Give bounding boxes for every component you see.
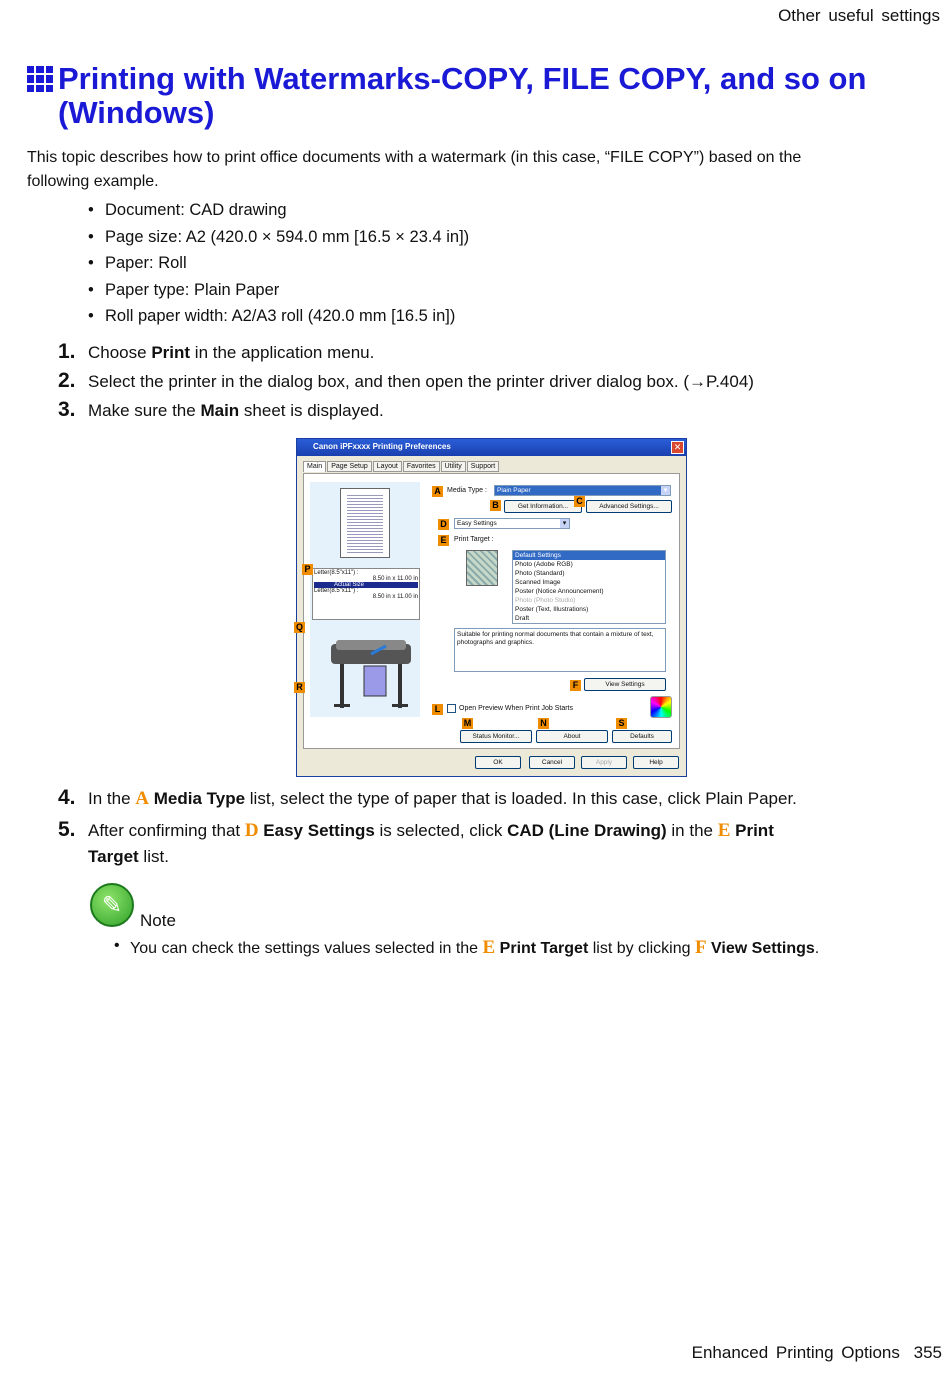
defaults-button[interactable]: Defaults [612, 730, 672, 743]
step-5-continued: Target list. [88, 847, 169, 866]
list-item: • Paper type: Plain Paper [88, 281, 469, 308]
print-target-thumbnail [466, 550, 498, 586]
advanced-settings-button[interactable]: Advanced Settings... [586, 500, 672, 513]
tab-main[interactable]: Main [303, 461, 326, 472]
label-e: E [438, 535, 449, 546]
label-s: S [616, 718, 627, 729]
list-item: • Roll paper width: A2/A3 roll (420.0 mm [16.5 in]) [88, 307, 469, 334]
note-box [90, 883, 176, 930]
easy-settings-select[interactable]: Easy Settings ▾ [454, 518, 570, 529]
label-d: D [438, 519, 449, 530]
apply-button[interactable]: Apply [581, 756, 627, 769]
grid-icon [27, 66, 53, 92]
tab-page-setup[interactable]: Page Setup [327, 461, 372, 472]
label-l: L [432, 704, 443, 715]
actual-size-row: Actual Size [314, 582, 418, 588]
list-item: • Document: CAD drawing [88, 201, 469, 228]
open-preview-label: Open Preview When Print Job Starts [459, 705, 573, 712]
list-item[interactable]: Draft [515, 615, 530, 622]
list-item[interactable]: Scanned Image [515, 579, 561, 586]
cancel-button[interactable]: Cancel [529, 756, 575, 769]
page-number: 355 [913, 1343, 942, 1362]
ok-button[interactable]: OK [475, 756, 521, 769]
tab-utility[interactable]: Utility [441, 461, 466, 472]
tab-layout[interactable]: Layout [373, 461, 402, 472]
list-item[interactable]: Poster (Notice Announcement) [515, 588, 604, 595]
intro-paragraph: This topic describes how to print office documents with a watermark (in this case, “FILE COPY”) based on the following example. [27, 149, 802, 190]
label-f: F [570, 680, 581, 691]
step-2: 2. Select the printer in the dialog box, and then open the printer driver dialog box. (→P.404) [58, 369, 754, 392]
chapter-name: Enhanced Printing Options [691, 1343, 900, 1362]
label-c: C [574, 496, 585, 507]
label-r: R [294, 682, 305, 693]
list-item: • Paper: Roll [88, 254, 469, 281]
note-item: • You can check the settings values selected in the E Print Target list by clicking F View Settings. [114, 937, 819, 959]
get-information-button[interactable]: Get Information... [504, 500, 582, 513]
running-header: Other useful settings [778, 6, 940, 25]
list-item[interactable]: Photo (Adobe RGB) [515, 561, 573, 568]
open-preview-checkbox[interactable] [447, 704, 456, 713]
color-wheel-icon[interactable] [650, 696, 672, 718]
print-target-description: Suitable for printing normal documents that contain a mixture of text, photographs and graphics. [454, 628, 666, 672]
label-a: A [432, 486, 443, 497]
tab-favorites[interactable]: Favorites [403, 461, 440, 472]
printer-illustration [326, 632, 416, 712]
step-1: 1. Choose Print in the application menu. [58, 340, 375, 363]
page-title: Printing with Watermarks-COPY, FILE COPY, and so on (Windows) [58, 61, 867, 130]
printing-preferences-dialog [296, 438, 687, 777]
main-sheet [295, 473, 680, 749]
media-type-select[interactable]: Plain Paper ▾ [494, 485, 671, 496]
preview-pane [310, 482, 420, 717]
media-type-label: Media Type : [447, 487, 487, 494]
label-q: Q [295, 622, 303, 632]
label-n: N [538, 718, 549, 729]
list-item[interactable]: Poster (Text, Illustrations) [515, 606, 589, 613]
list-item: • Page size: A2 (420.0 × 594.0 mm [16.5 × 23.4 in]) [88, 228, 469, 255]
list-item[interactable]: Photo (Photo Studio) [515, 597, 576, 604]
step-5: 5. After confirming that D Easy Settings is selected, click CAD (Line Drawing) in the E Print [58, 818, 774, 841]
page-footer [692, 1343, 942, 1363]
paper-info: Letter(8.5"x11") : 8.50 in x 11.00 in Actual Size Letter(8.5"x11") : 8.50 in x 11.00 in [312, 568, 420, 620]
label-b: B [490, 500, 501, 511]
label-p: P [302, 564, 313, 575]
list-item[interactable]: Default Settings [513, 551, 665, 560]
page-preview [340, 488, 390, 558]
tab-bar [303, 461, 500, 472]
step-4: 4. In the A Media Type list, select the type of paper that is loaded. In this case, click Plain Paper. [58, 786, 797, 809]
pencil-note-icon [90, 883, 134, 927]
list-item[interactable]: Photo (Standard) [515, 570, 565, 577]
tab-support[interactable]: Support [467, 461, 500, 472]
about-button[interactable]: About [536, 730, 608, 743]
help-button[interactable]: Help [633, 756, 679, 769]
status-monitor-button[interactable]: Status Monitor... [460, 730, 532, 743]
print-target-list[interactable] [512, 550, 666, 624]
section-heading [27, 62, 907, 130]
example-list [88, 201, 469, 334]
print-target-label: Print Target : [454, 536, 494, 543]
step-3: 3. Make sure the Main sheet is displayed. [58, 398, 384, 421]
note-label: Note [140, 911, 176, 930]
close-icon[interactable]: ✕ [671, 441, 684, 454]
view-settings-button[interactable]: View Settings [584, 678, 666, 691]
label-m: M [463, 718, 472, 728]
dialog-title: Canon iPFxxxx Printing Preferences [297, 439, 686, 456]
